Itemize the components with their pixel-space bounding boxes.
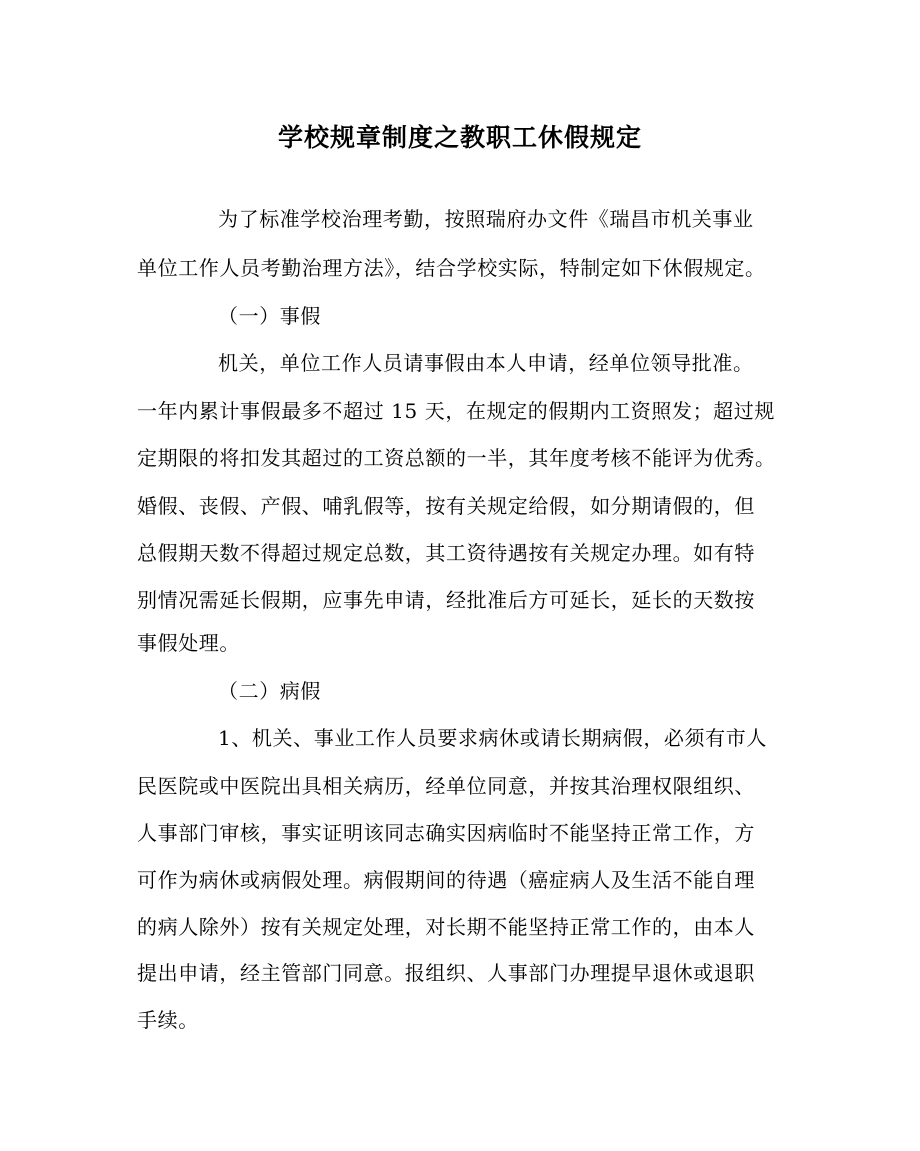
paragraph-line: 手续。	[137, 1008, 199, 1032]
paragraph-line: 别情况需延长假期，应事先申请，经批准后方可延长，延长的天数按	[137, 588, 755, 612]
paragraph-line: 一年内累计事假最多不超过 15 天，在规定的假期内工资照发；超过规	[137, 399, 775, 423]
document-title: 学校规章制度之教职工休假规定	[277, 123, 642, 152]
paragraph-line: 可作为病休或病假处理。病假期间的待遇（癌症病人及生活不能自理	[137, 868, 755, 892]
paragraph-line: 事假处理。	[137, 631, 240, 655]
paragraph-line: 婚假、丧假、产假、哺乳假等，按有关规定给假，如分期请假的，但	[137, 494, 755, 518]
paragraph-line: 的病人除外）按有关规定处理，对长期不能坚持正常工作的，由本人	[137, 915, 755, 939]
paragraph-line: 总假期天数不得超过规定总数，其工资待遇按有关规定办理。如有特	[137, 541, 755, 565]
paragraph-line: 单位工作人员考勤治理方法》，结合学校实际，特制定如下休假规定。	[137, 256, 766, 280]
paragraph-line: 为了标准学校治理考勤，按照瑞府办文件《瑞昌市机关事业	[218, 207, 754, 231]
paragraph-line: 1、机关、事业工作人员要求病休或请长期病假，必须有市人	[218, 726, 767, 750]
section-heading: （一）事假	[218, 304, 321, 328]
paragraph-line: 定期限的将扣发其超过的工资总额的一半，其年度考核不能评为优秀。	[137, 446, 776, 470]
section-heading: （二）病假	[218, 679, 321, 703]
paragraph-line: 民医院或中医院出具相关病历，经单位同意，并按其治理权限组织、	[137, 774, 755, 798]
paragraph-line: 人事部门审核，事实证明该同志确实因病临时不能坚持正常工作，方	[137, 821, 755, 845]
paragraph-line: 机关，单位工作人员请事假由本人申请，经单位领导批准。	[218, 351, 754, 375]
paragraph-line: 提出申请，经主管部门同意。报组织、人事部门办理提早退休或退职	[137, 961, 755, 985]
